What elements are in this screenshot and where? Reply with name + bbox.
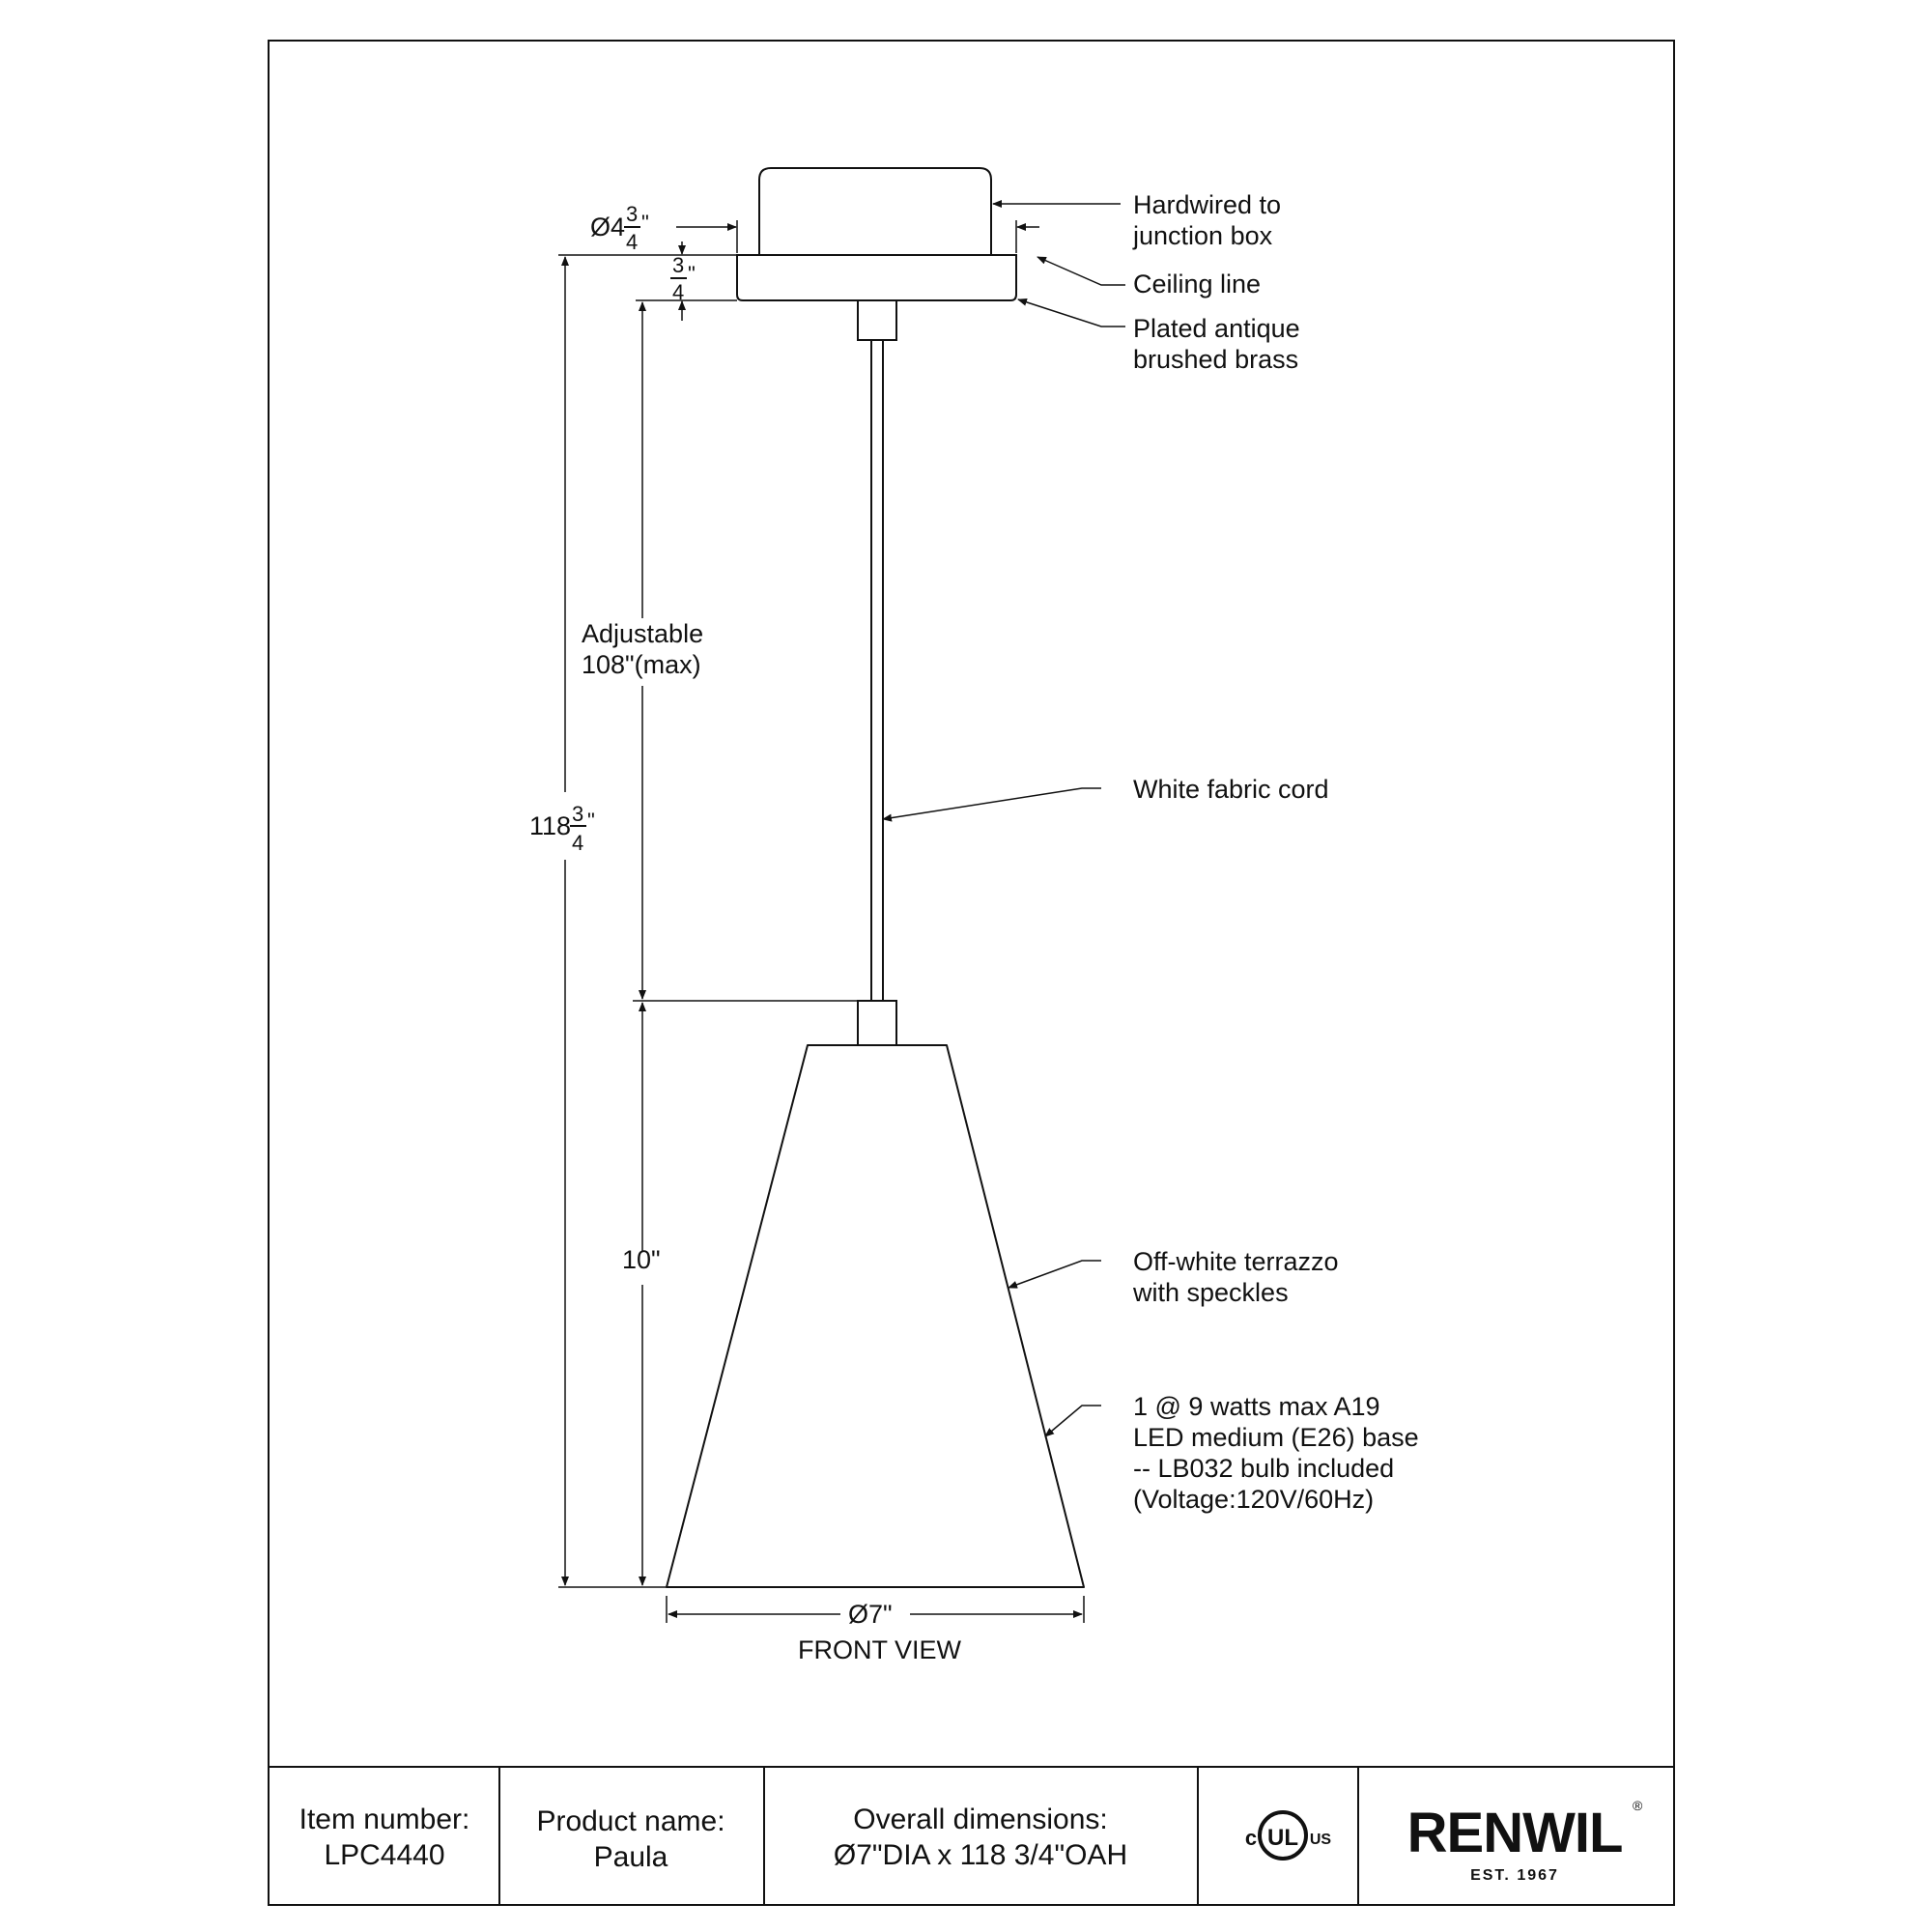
callout-junction-1: Hardwired to: [1133, 190, 1282, 219]
callout-labels: [1132, 190, 1419, 1514]
socket-cap: [858, 1001, 896, 1045]
adjustable-line-1: Adjustable: [582, 619, 704, 648]
callout-shade-2: with speckles: [1133, 1278, 1289, 1307]
dimension-lines: [558, 220, 1084, 1623]
callout-bulb-1: 1 @ 9 watts max A19: [1133, 1392, 1380, 1421]
brand-est: EST. 1967: [1470, 1867, 1559, 1884]
product-name-label: Product name:: [536, 1805, 725, 1837]
callout-cord: White fabric cord: [1133, 775, 1329, 804]
svg-text:c: c: [1244, 1826, 1258, 1850]
brand-logo: [1407, 1798, 1643, 1884]
callout-finish-2: brushed brass: [1133, 345, 1299, 374]
canopy: [737, 255, 1016, 300]
product-name-value: Paula: [593, 1841, 668, 1873]
callout-finish-1: Plated antique: [1133, 314, 1300, 343]
view-label: FRONT VIEW: [798, 1635, 962, 1664]
callout-bulb-3: -- LB032 bulb included: [1133, 1454, 1395, 1483]
overall-height-unit: ": [587, 809, 595, 833]
item-number-label: Item number:: [298, 1804, 470, 1835]
callout-shade-1: Off-white terrazzo: [1133, 1247, 1339, 1276]
svg-text:UL: UL: [1267, 1825, 1298, 1851]
shade: [667, 1045, 1084, 1587]
title-block: [299, 1767, 1643, 1905]
junction-box: [759, 168, 991, 255]
shade-diameter: Ø7": [848, 1600, 893, 1629]
overall-height-den: 4: [572, 831, 584, 855]
callout-junction-2: junction box: [1133, 221, 1273, 250]
brand-registered: ®: [1633, 1798, 1643, 1813]
callout-bulb-4: (Voltage:120V/60Hz): [1133, 1485, 1375, 1514]
canopy-dia-den: 4: [626, 230, 639, 254]
canopy-height-unit: ": [688, 262, 696, 286]
cord-grip-top: [858, 300, 896, 340]
leader-lines: [883, 204, 1125, 1436]
overall-height-num: 3: [572, 802, 584, 826]
shade-height: 10": [622, 1245, 661, 1274]
ul-certification-icon: [1245, 1812, 1332, 1859]
overall-height-prefix: 118: [529, 811, 572, 840]
canopy-dia-prefix: Ø4: [590, 213, 626, 242]
dimension-labels: [529, 202, 962, 1664]
canopy-height-num: 3: [672, 253, 685, 277]
canopy-height-den: 4: [672, 280, 685, 304]
canopy-dia-unit: ": [641, 211, 649, 235]
overall-dimensions-label: Overall dimensions:: [853, 1804, 1108, 1835]
adjustable-line-2: 108"(max): [582, 650, 701, 679]
brand-name: RENWIL: [1406, 1802, 1623, 1864]
callout-bulb-2: LED medium (E26) base: [1133, 1423, 1419, 1452]
svg-text:US: US: [1309, 1832, 1332, 1848]
callout-ceiling: Ceiling line: [1133, 270, 1262, 298]
item-number-value: LPC4440: [324, 1839, 445, 1871]
pendant-drawing: [667, 168, 1084, 1587]
canopy-dia-num: 3: [626, 202, 639, 226]
sheet-border: [269, 41, 1674, 1905]
overall-dimensions-value: Ø7"DIA x 118 3/4"OAH: [833, 1839, 1128, 1871]
